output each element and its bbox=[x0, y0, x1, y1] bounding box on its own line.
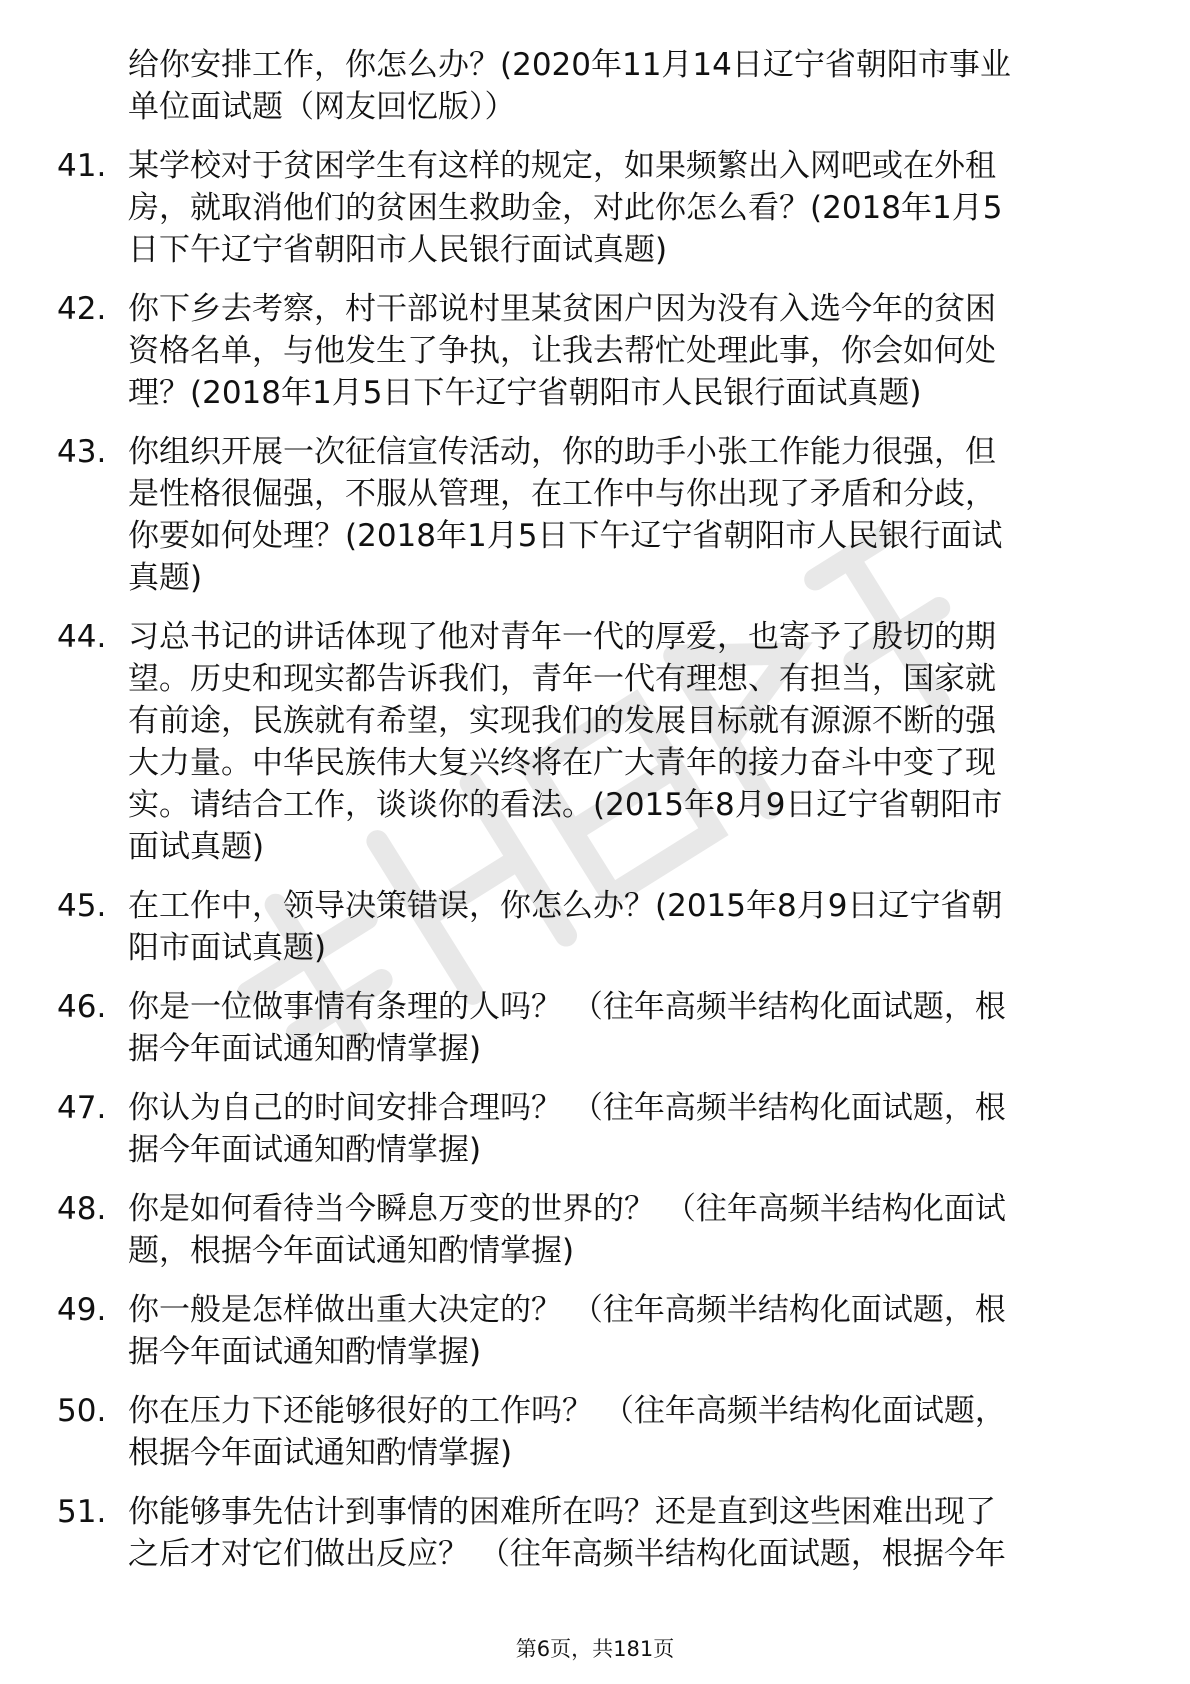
question-text bbox=[128, 885, 1118, 969]
text-line: 日下午辽宁省朝阳市人民银行面试真题) bbox=[128, 232, 668, 268]
text-line: 你下乡去考察，村干部说村里某贫困户因为没有入选今年的贫困 bbox=[128, 291, 996, 327]
question-text bbox=[128, 1491, 1118, 1575]
text-line: 题，根据今年面试通知酌情掌握) bbox=[128, 1233, 575, 1269]
question-48 bbox=[0, 1188, 1190, 1272]
text-line: 你能够事先估计到事情的困难所在吗？还是直到这些困难出现了 bbox=[128, 1494, 996, 1530]
page-number-label: 第6页，共181页 bbox=[515, 1637, 675, 1661]
question-number: 50. bbox=[57, 1393, 107, 1429]
text-line: 是性格很倔强，不服从管理，在工作中与你出现了矛盾和分歧， bbox=[128, 476, 996, 512]
question-number: 46. bbox=[57, 989, 107, 1025]
text-line: 你是一位做事情有条理的人吗？ （往年高频半结构化面试题，根 bbox=[128, 989, 1006, 1025]
question-41 bbox=[0, 145, 1190, 271]
text-line: 单位面试题（网友回忆版）） bbox=[128, 89, 516, 125]
question-number: 43. bbox=[57, 434, 107, 470]
text-line: 真题) bbox=[128, 560, 203, 596]
question-number: 44. bbox=[57, 619, 107, 655]
question-43 bbox=[0, 431, 1190, 599]
text-line: 据今年面试通知酌情掌握) bbox=[128, 1132, 482, 1168]
question-text bbox=[128, 1188, 1118, 1272]
page-footer bbox=[0, 1636, 1190, 1662]
question-number: 45. bbox=[57, 888, 107, 924]
text-line: 习总书记的讲话体现了他对青年一代的厚爱，也寄予了殷切的期 bbox=[128, 619, 996, 655]
text-line: 房，就取消他们的贫困生救助金，对此你怎么看？(2018年1月5 bbox=[128, 190, 1003, 226]
text-line: 你要如何处理？(2018年1月5日下午辽宁省朝阳市人民银行面试 bbox=[128, 518, 1003, 554]
text-line: 据今年面试通知酌情掌握) bbox=[128, 1031, 482, 1067]
question-49 bbox=[0, 1289, 1190, 1373]
text-line: 之后才对它们做出反应？ （往年高频半结构化面试题，根据今年 bbox=[128, 1536, 1006, 1572]
text-line: 某学校对于贫困学生有这样的规定，如果频繁出入网吧或在外租 bbox=[128, 148, 996, 184]
question-text bbox=[128, 986, 1118, 1070]
continued-question bbox=[0, 44, 1190, 128]
question-text bbox=[128, 1390, 1118, 1474]
text-line: 资格名单，与他发生了争执，让我去帮忙处理此事，你会如何处 bbox=[128, 333, 996, 369]
question-number: 49. bbox=[57, 1292, 107, 1328]
question-text bbox=[128, 1289, 1118, 1373]
text-line: 你认为自己的时间安排合理吗？ （往年高频半结构化面试题，根 bbox=[128, 1090, 1006, 1126]
question-number: 42. bbox=[57, 291, 107, 327]
document-page bbox=[0, 44, 1190, 1575]
text-line: 理？(2018年1月5日下午辽宁省朝阳市人民银行面试真题) bbox=[128, 375, 922, 411]
text-line: 你组织开展一次征信宣传活动，你的助手小张工作能力很强，但 bbox=[128, 434, 996, 470]
text-line: 你是如何看待当今瞬息万变的世界的？ （往年高频半结构化面试 bbox=[128, 1191, 1006, 1227]
question-number: 51. bbox=[57, 1494, 107, 1530]
text-line: 根据今年面试通知酌情掌握) bbox=[128, 1435, 513, 1471]
question-46 bbox=[0, 986, 1190, 1070]
text-line: 你一般是怎样做出重大决定的？ （往年高频半结构化面试题，根 bbox=[128, 1292, 1006, 1328]
question-45 bbox=[0, 885, 1190, 969]
question-text bbox=[128, 145, 1118, 271]
question-50 bbox=[0, 1390, 1190, 1474]
text-line: 面试真题) bbox=[128, 829, 265, 865]
text-line: 大力量。中华民族伟大复兴终将在广大青年的接力奋斗中变了现 bbox=[128, 745, 996, 781]
question-text bbox=[128, 288, 1118, 414]
text-line: 在工作中，领导决策错误，你怎么办？(2015年8月9日辽宁省朝 bbox=[128, 888, 1003, 924]
text-line: 望。历史和现实都告诉我们，青年一代有理想、有担当，国家就 bbox=[128, 661, 996, 697]
question-text bbox=[128, 616, 1118, 868]
question-42 bbox=[0, 288, 1190, 414]
question-number: 41. bbox=[57, 148, 107, 184]
text-line: 实。请结合工作，谈谈你的看法。(2015年8月9日辽宁省朝阳市 bbox=[128, 787, 1003, 823]
text-line: 有前途，民族就有希望，实现我们的发展目标就有源源不断的强 bbox=[128, 703, 996, 739]
text-line: 阳市面试真题) bbox=[128, 930, 327, 966]
text-line: 据今年面试通知酌情掌握) bbox=[128, 1334, 482, 1370]
question-44 bbox=[0, 616, 1190, 868]
question-47 bbox=[0, 1087, 1190, 1171]
text-line: 你在压力下还能够很好的工作吗？ （往年高频半结构化面试题， bbox=[128, 1393, 1006, 1429]
question-number: 48. bbox=[57, 1191, 107, 1227]
question-51 bbox=[0, 1491, 1190, 1575]
text-line: 给你安排工作，你怎么办？(2020年11月14日辽宁省朝阳市事业 bbox=[128, 47, 1011, 83]
question-number: 47. bbox=[57, 1090, 107, 1126]
question-text bbox=[128, 1087, 1118, 1171]
question-text bbox=[128, 431, 1118, 599]
